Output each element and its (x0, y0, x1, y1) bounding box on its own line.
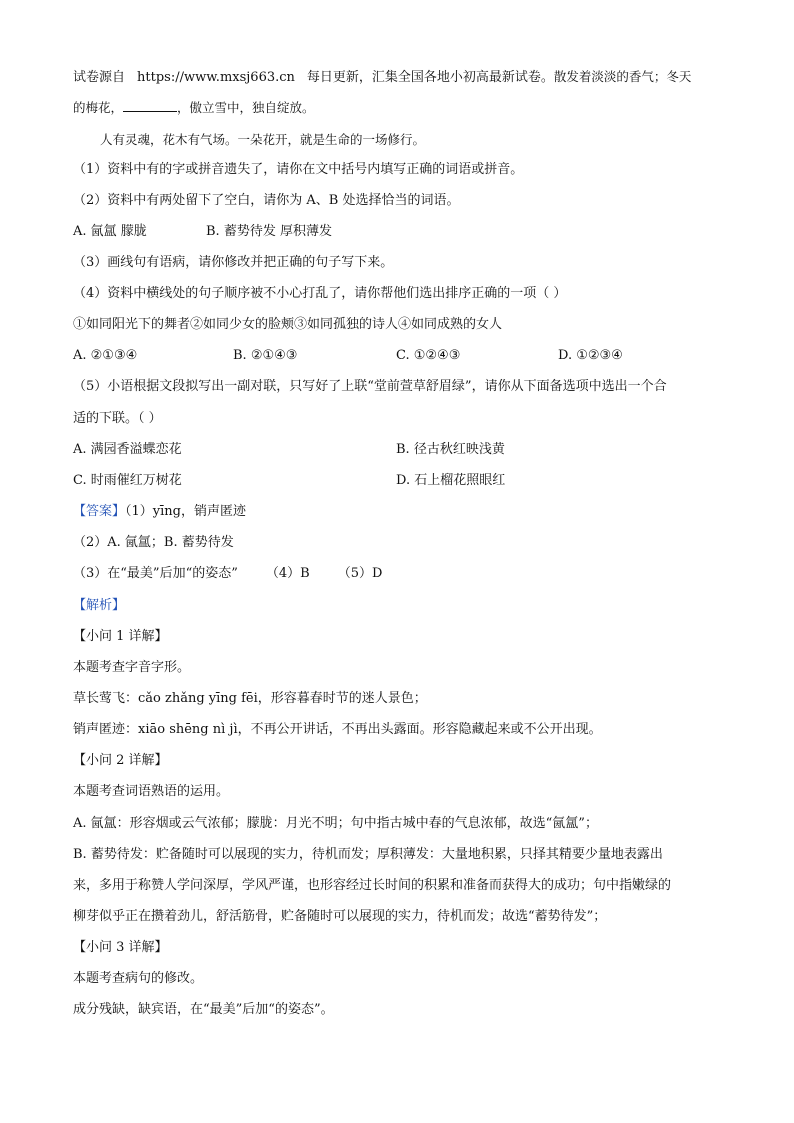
subq-1-text-3: 销声匿迹：xiāo shēng nì jì，不再公开讲话，不再出头露面。形容隐藏起来或不公开出现。 (73, 722, 602, 737)
source-label: 试卷源自 (73, 70, 126, 85)
subq-3-title-text: 【小问 3 详解】 (73, 940, 168, 955)
question-3 (73, 254, 730, 272)
subq-1-title-text: 【小问 1 详解】 (73, 629, 168, 644)
subq-2-text-3: B. 蓄势待发：贮备随时可以展现的实力，待机而发；厚积薄发：大量地积累，只择其精要少量地表露出 (73, 847, 663, 862)
subq-2-text-1: 本题考查词语熟语的运用。 (73, 784, 230, 799)
subq-1-text-2: 草长莺飞：cǎo zhǎng yīng fēi，形容暮春时节的迷人景色； (73, 691, 427, 706)
subq-3-text-1: 本题考查病句的修改。 (73, 971, 204, 986)
answer-2: （2）A. 氤氲；B. 蓄势待发 (73, 535, 234, 550)
subq-2-line-2 (73, 815, 730, 833)
passage-text-1: 散发着淡淡的香气；冬天 (553, 69, 692, 84)
subq-3-line-1 (73, 970, 730, 988)
question-4-text: （4）资料中横线处的句子顺序被不小心打乱了，请你帮他们选出排序正确的一项（ ） (73, 286, 567, 301)
subq-2-line-3 (73, 846, 730, 864)
question-4 (73, 285, 730, 303)
subq-1-text-1: 本题考查字音字形。 (73, 660, 191, 675)
subq-1-line-1 (73, 659, 730, 677)
answer-1: （1）yīng，销声匿迹 (125, 504, 246, 519)
question-4-items (73, 316, 730, 334)
subq-2-line-4 (73, 877, 730, 895)
answer-line-3 (73, 565, 730, 583)
question-4-option-d: D. ①②③④ (558, 348, 623, 363)
subq-2-line-5 (73, 908, 730, 926)
question-1-text: （1）资料中有的字或拼音遗失了，请你在文中括号内填写正确的词语或拼音。 (73, 162, 524, 177)
question-5-text-2: 适的下联。（ ） (73, 411, 162, 426)
source-url[interactable]: https://www.mxsj663.cn (137, 70, 295, 85)
subq-1-title (73, 628, 730, 646)
subq-3-title (73, 939, 730, 957)
passage-text-2b: ，傲立雪中，独自绽放。 (177, 100, 315, 115)
question-5-option-d: D. 石上榴花照眼红 (396, 473, 506, 488)
answer-5: （5）D (337, 566, 383, 581)
question-2-option-a: A. 氤氲 朦胧 (73, 224, 147, 239)
passage-line-3 (100, 131, 730, 149)
question-5-text-1: （5）小语根据文段拟写出一副对联，只写好了上联“堂前萱草舒眉绿”，请你从下面备选项中选出一个合 (73, 379, 667, 394)
question-4-option-b: B. ②①④③ (233, 348, 298, 363)
subq-2-title (73, 752, 730, 770)
question-5-option-c: C. 时雨催红万树花 (73, 473, 182, 488)
slogan: 每日更新，汇集全国各地小初高最新试卷。 (306, 70, 554, 85)
question-4-option-a: A. ②①③④ (73, 348, 138, 363)
question-5-line-2 (73, 410, 730, 428)
subq-2-title-text: 【小问 2 详解】 (73, 753, 168, 768)
subq-2-text-5: 柳芽似乎正在攒着劲儿，舒活筋骨，贮备随时可以展现的实力，待机而发；故选“蓄势待发”； (73, 909, 607, 924)
answer-line-1 (73, 503, 730, 521)
answer-3: （3）在“最美”后加“的姿态” (73, 566, 238, 581)
question-2-text: （2）资料中有两处留下了空白，请你为 A、B 处选择恰当的词语。 (73, 193, 460, 208)
subq-1-line-3 (73, 721, 730, 739)
passage-text-3: 人有灵魂，花木有气场。一朵花开，就是生命的一场修行。 (100, 132, 426, 147)
question-3-text: （3）画线句有语病，请你修改并把正确的句子写下来。 (73, 255, 394, 270)
question-4-items-text: ①如同阳光下的舞者②如同少女的脸颊③如同孤独的诗人④如同成熟的女人 (73, 317, 503, 332)
subq-2-text-4: 来，多用于称赞人学问深厚，学风严谨，也形容经过长时间的积累和准备而获得大的成功；句中指嫩绿的 (73, 878, 672, 893)
question-2-option-b: B. 蓄势待发 厚积薄发 (206, 224, 332, 239)
question-1 (73, 161, 730, 179)
question-5-option-b: B. 径古秋红映浅黄 (396, 442, 505, 457)
fill-blank-b (123, 99, 177, 112)
question-2 (73, 192, 730, 210)
question-5-line-1 (73, 378, 730, 396)
subq-1-line-2 (73, 690, 730, 708)
passage-text-2a: 的梅花， (73, 100, 124, 115)
subq-3-text-2: 成分残缺，缺宾语，在“最美”后加“的姿态”。 (73, 1002, 334, 1017)
answer-label: 【答案】 (73, 504, 126, 519)
subq-2-line-1 (73, 783, 730, 801)
source-line (73, 68, 730, 87)
answer-line-2 (73, 534, 730, 552)
answer-4: （4）B (265, 566, 310, 581)
subq-2-text-2: A. 氤氲：形容烟或云气浓郁；朦胧：月光不明；句中指古城中春的气息浓郁，故选“氤氲”； (73, 816, 598, 831)
passage-line-2 (73, 99, 730, 117)
analysis-heading (73, 597, 730, 615)
question-5-option-a: A. 满园香溢蝶恋花 (73, 442, 182, 457)
analysis-label: 【解析】 (73, 598, 126, 613)
subq-3-line-2 (73, 1001, 730, 1019)
question-4-option-c: C. ①②④③ (396, 348, 461, 363)
